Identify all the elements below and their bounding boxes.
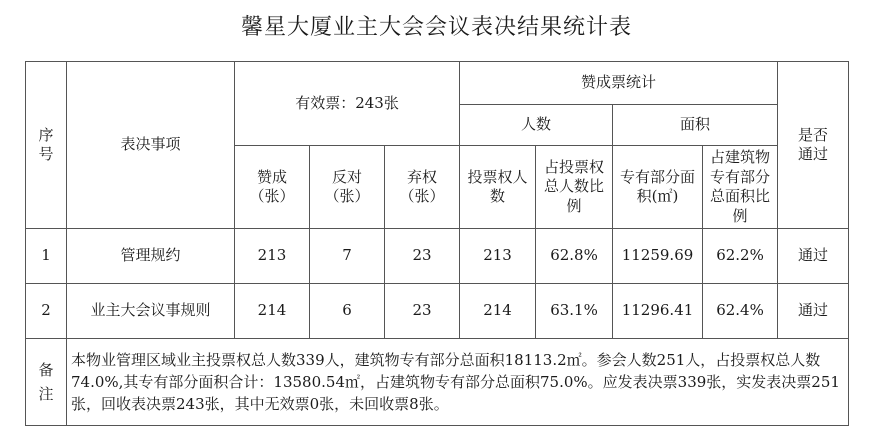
header-people: 人数 bbox=[460, 105, 613, 146]
header-row-1 bbox=[26, 62, 849, 105]
cell-oppose: 7 bbox=[310, 229, 385, 284]
header-private-area-text: 专有部分面积(㎡) bbox=[620, 167, 696, 205]
header-approve-text: 赞成（张） bbox=[249, 167, 295, 205]
header-area: 面积 bbox=[613, 105, 778, 146]
header-oppose-text: 反对（张） bbox=[324, 167, 370, 205]
cell-item: 业主大会议事规则 bbox=[67, 284, 235, 339]
table-row bbox=[26, 284, 849, 339]
cell-private-area: 11259.69 bbox=[613, 229, 703, 284]
cell-item: 管理规约 bbox=[67, 229, 235, 284]
document-title: 馨星大厦业主大会会议表决结果统计表 bbox=[240, 15, 632, 40]
header-voters bbox=[460, 146, 536, 229]
results-table bbox=[25, 61, 849, 426]
cell-approve: 213 bbox=[235, 229, 310, 284]
header-passed-text: 是否通过 bbox=[798, 125, 829, 163]
header-abstain bbox=[385, 146, 460, 229]
cell-passed: 通过 bbox=[778, 229, 849, 284]
cell-seq: 1 bbox=[26, 229, 67, 284]
note-label-text: 备注 bbox=[38, 361, 54, 403]
table-row bbox=[26, 229, 849, 284]
cell-passed: 通过 bbox=[778, 284, 849, 339]
header-voters-text: 投票权人数 bbox=[467, 167, 528, 205]
cell-voters: 213 bbox=[460, 229, 536, 284]
header-item: 表决事项 bbox=[67, 62, 235, 229]
cell-abstain: 23 bbox=[385, 229, 460, 284]
header-area-ratio bbox=[703, 146, 778, 229]
header-voter-ratio bbox=[536, 146, 613, 229]
cell-voters: 214 bbox=[460, 284, 536, 339]
header-seq-text: 序号 bbox=[38, 125, 54, 163]
header-area-ratio-text: 占建筑物专有部分总面积比例 bbox=[710, 148, 771, 225]
cell-area-ratio: 62.2% bbox=[703, 229, 778, 284]
cell-abstain: 23 bbox=[385, 284, 460, 339]
header-voter-ratio-text: 占投票权总人数比例 bbox=[544, 157, 605, 215]
header-approve-stats: 赞成票统计 bbox=[460, 62, 778, 105]
cell-approve: 214 bbox=[235, 284, 310, 339]
header-oppose bbox=[310, 146, 385, 229]
header-valid-votes: 有效票：243张 bbox=[235, 62, 460, 146]
cell-oppose: 6 bbox=[310, 284, 385, 339]
cell-area-ratio: 62.4% bbox=[703, 284, 778, 339]
cell-voter-ratio: 63.1% bbox=[536, 284, 613, 339]
header-private-area bbox=[613, 146, 703, 229]
cell-seq: 2 bbox=[26, 284, 67, 339]
header-passed bbox=[778, 62, 849, 229]
note-text: 本物业管理区域业主投票权总人数339人，建筑物专有部分总面积18113.2㎡。参会人数251人，占投票权总人数74.0%,其专有部分面积合计：13580.54㎡，占建筑物专有部分总面积75.0%。应发表决票339张，实发表决票251张，回收表决票243张，其中无效票0张，未回收票8张。 bbox=[67, 339, 849, 426]
header-seq bbox=[26, 62, 67, 229]
note-label bbox=[26, 339, 67, 426]
header-approve bbox=[235, 146, 310, 229]
cell-private-area: 11296.41 bbox=[613, 284, 703, 339]
header-abstain-text: 弃权（张） bbox=[399, 167, 445, 205]
cell-voter-ratio: 62.8% bbox=[536, 229, 613, 284]
note-row bbox=[26, 339, 849, 426]
